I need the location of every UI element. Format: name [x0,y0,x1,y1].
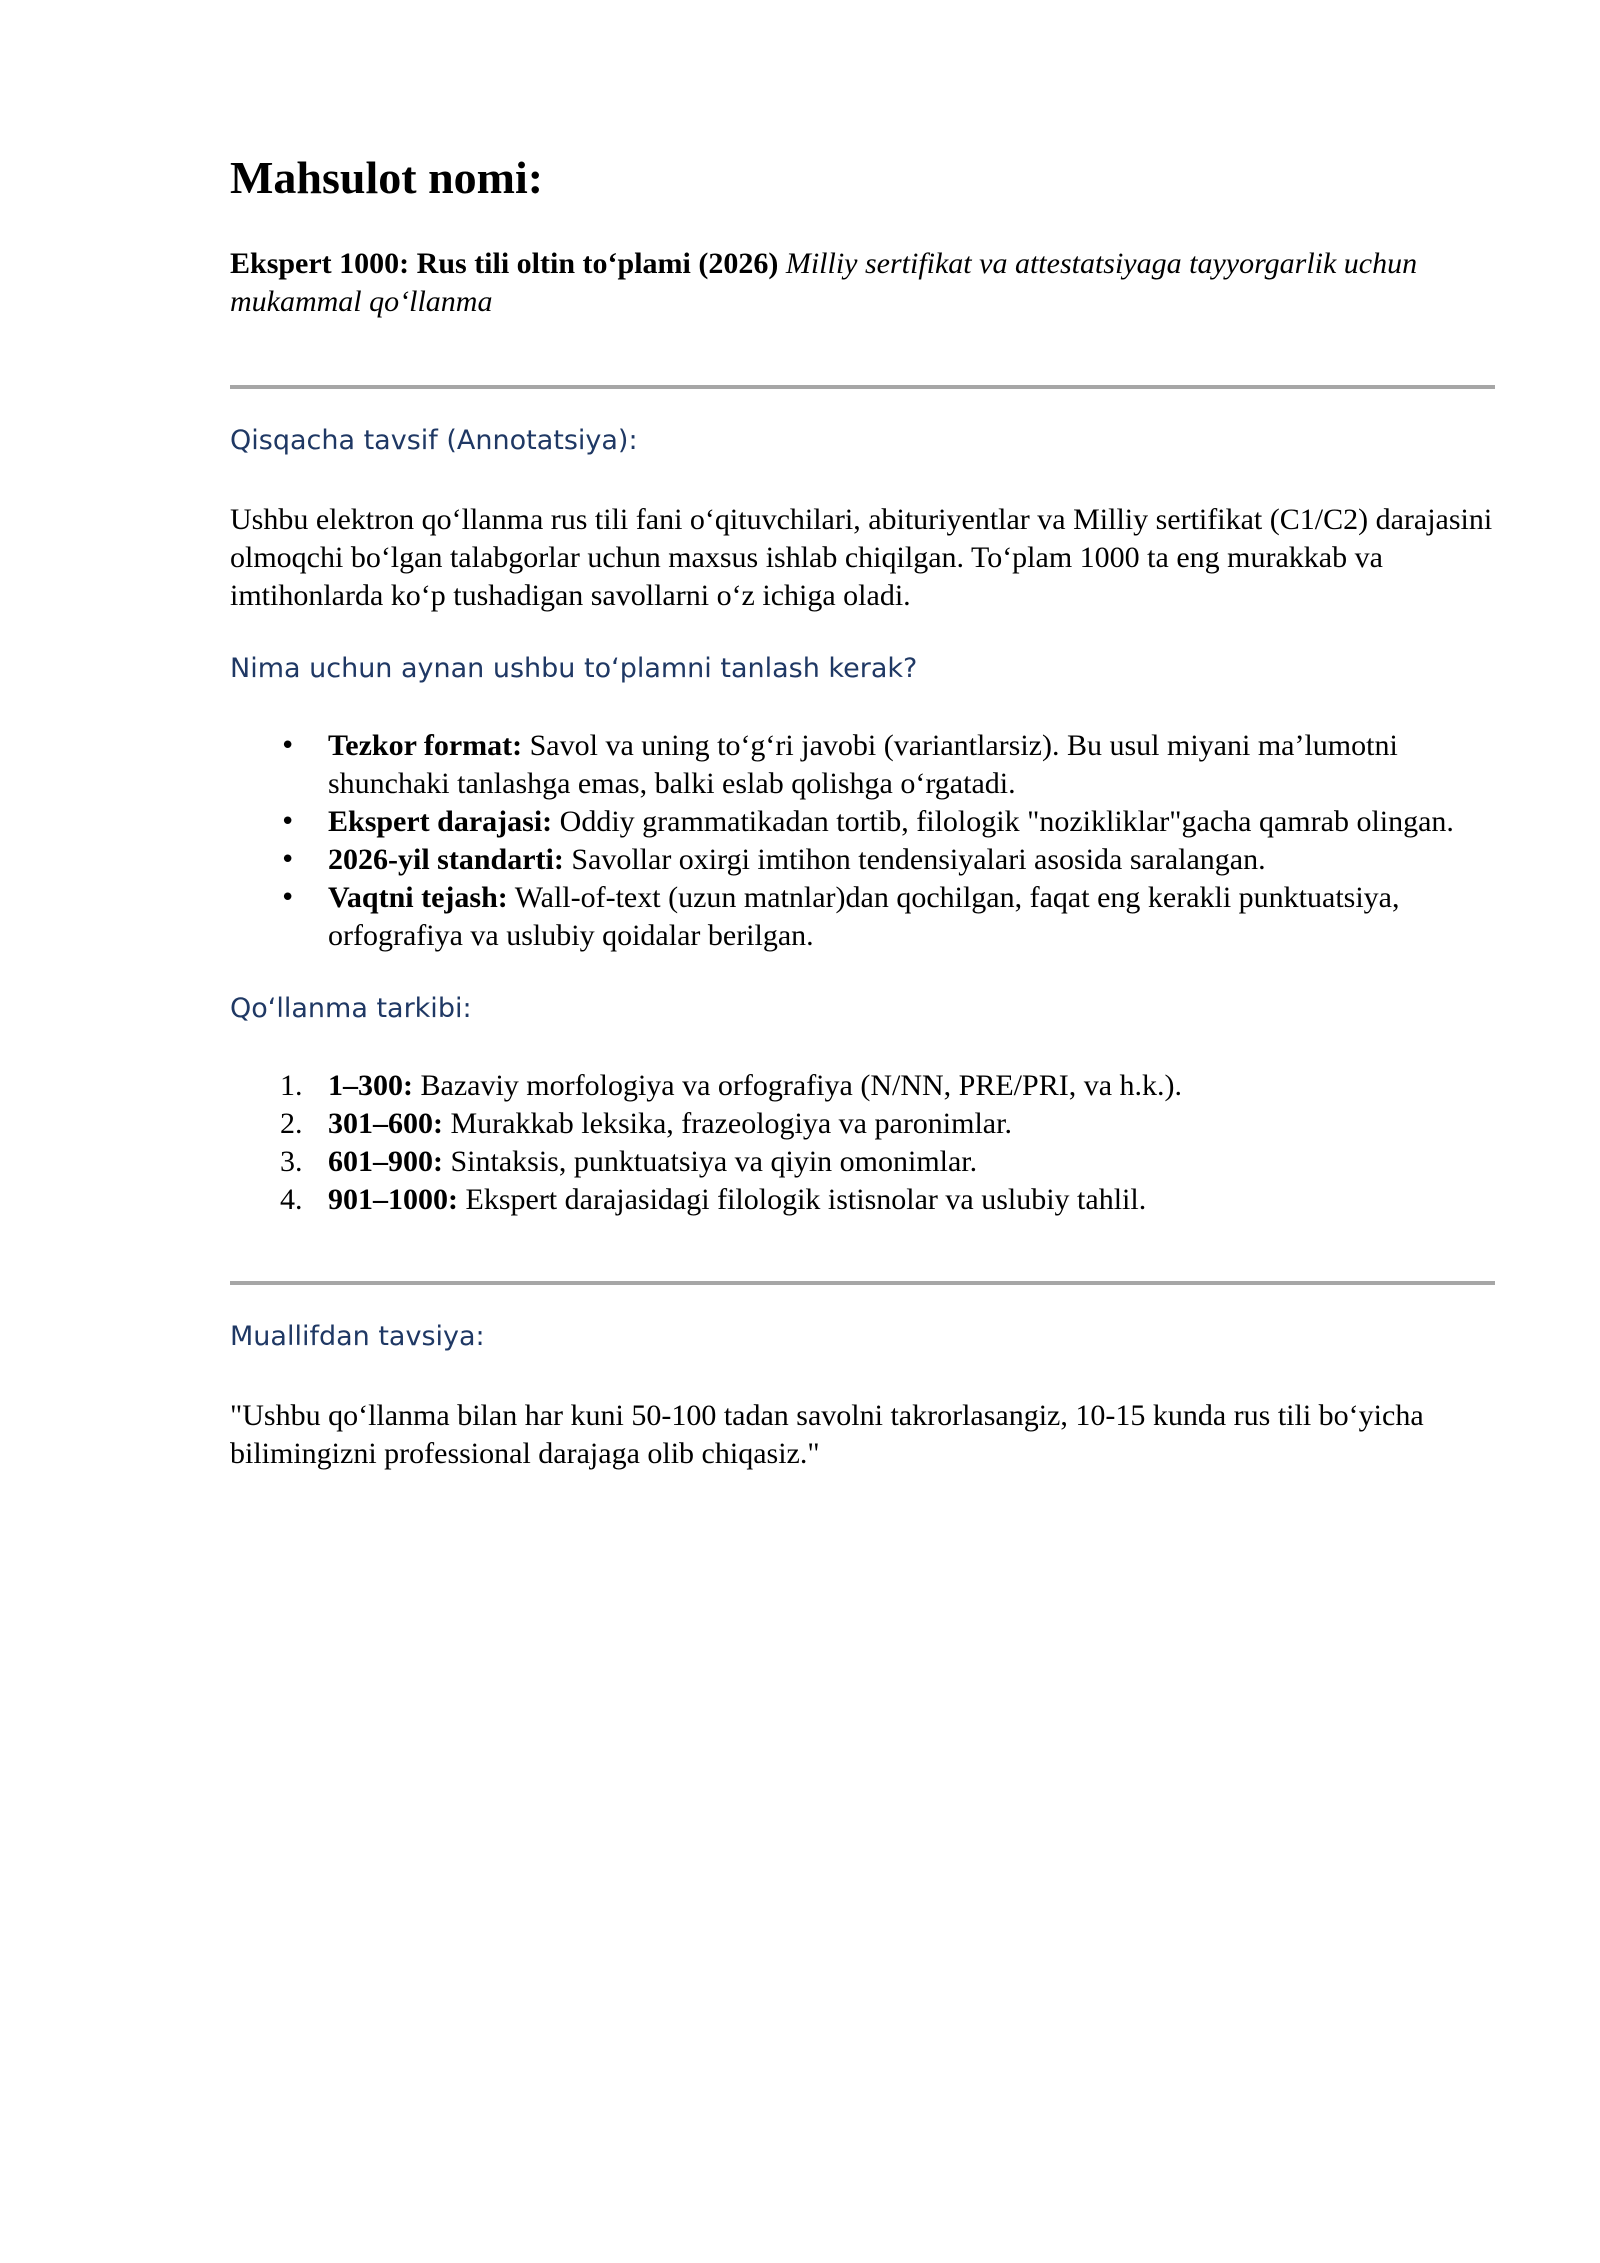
bullet-icon: • [280,807,296,838]
bullet-icon: • [280,845,296,876]
bullet-icon: • [280,731,296,762]
list-item-text: Savol va uning to‘g‘ri javobi (variantlarsiz). Bu usul miyani ma’lumotni shunchaki tanlashga emas, balki eslab qolishga o‘rgatadi. [328,729,1398,801]
contents-heading: Qo‘llanma tarkibi: [230,993,472,1025]
author-quote: "Ushbu qo‘llanma bilan har kuni 50-100 tadan savolni takrorlasangiz, 10-15 kunda rus tili bo‘yicha bilimingizni professional darajaga olib chiqasiz." [230,1399,1424,1471]
list-item-label: Vaqtni tejash: [328,881,508,915]
list-item-label: Ekspert darajasi: [328,805,553,839]
list-item-text: Wall-of-text (uzun matnlar)dan qochilgan, faqat eng kerakli punktuatsiya, orfografiya va uslubiy qoidalar berilgan. [328,881,1400,953]
product-name-bold: Ekspert 1000: Rus tili oltin to‘plami (2026) [230,247,779,281]
list-item-label: 601–900: [328,1145,443,1179]
product-subtitle: Milliy sertifikat va attestatsiyaga tayyorgarlik uchun mukammal qo‘llanma [230,247,1418,319]
list-item-text: Savollar oxirgi imtihon tendensiyalari asosida saralangan. [563,843,1266,877]
contents-list [230,1067,1495,1219]
list-item-label: 2026-yil standarti: [328,843,564,877]
list-item-label: 1–300: [328,1069,413,1103]
list-item-label: 901–1000: [328,1183,458,1217]
annotation-text: Ushbu elektron qo‘llanma rus tili fani o‘qituvchilari, abituriyentlar va Milliy sertifikat (C1/C2) darajasini olmoqchi bo‘lgan talabgorlar uchun maxsus ishlab chiqilgan. To‘plam 1000 ta eng murakkab va imtihonlarda ko‘p tushadigan savollarni o‘z ichiga oladi. [230,503,1493,613]
author-heading: Muallifdan tavsiya: [230,1321,485,1353]
list-item [230,1105,1495,1143]
list-item [230,727,1495,803]
list-item-label: Tezkor format: [328,729,523,763]
horizontal-divider [230,1281,1495,1285]
list-item-number: 1. [280,1069,303,1103]
list-item-number: 4. [280,1183,303,1217]
product-name [230,245,1495,321]
list-item [230,803,1495,841]
list-item-text: Murakkab leksika, frazeologiya va paronimlar. [443,1107,1012,1141]
why-heading: Nima uchun aynan ushbu to‘plamni tanlash kerak? [230,653,918,685]
list-item-number: 3. [280,1145,303,1179]
list-item-text: Sintaksis, punktuatsiya va qiyin omonimlar. [443,1145,978,1179]
document-body [230,150,1495,1473]
page-title: Mahsulot nomi: [230,152,544,203]
list-item-number: 2. [280,1107,303,1141]
list-item-text: Oddiy grammatikadan tortib, filologik "nozikliklar"gacha qamrab olingan. [552,805,1454,839]
list-item-text: Bazaviy morfologiya va orfografiya (N/NN, PRE/PRI, va h.k.). [413,1069,1182,1103]
bullet-icon: • [280,883,296,914]
why-list [230,727,1495,955]
list-item [230,841,1495,879]
list-item [230,1067,1495,1105]
list-item-text: Ekspert darajasidagi filologik istisnolar va uslubiy tahlil. [458,1183,1147,1217]
list-item-label: 301–600: [328,1107,443,1141]
list-item [230,1143,1495,1181]
list-item [230,1181,1495,1219]
horizontal-divider [230,385,1495,389]
list-item [230,879,1495,955]
annotation-heading: Qisqacha tavsif (Annotatsiya): [230,425,638,457]
